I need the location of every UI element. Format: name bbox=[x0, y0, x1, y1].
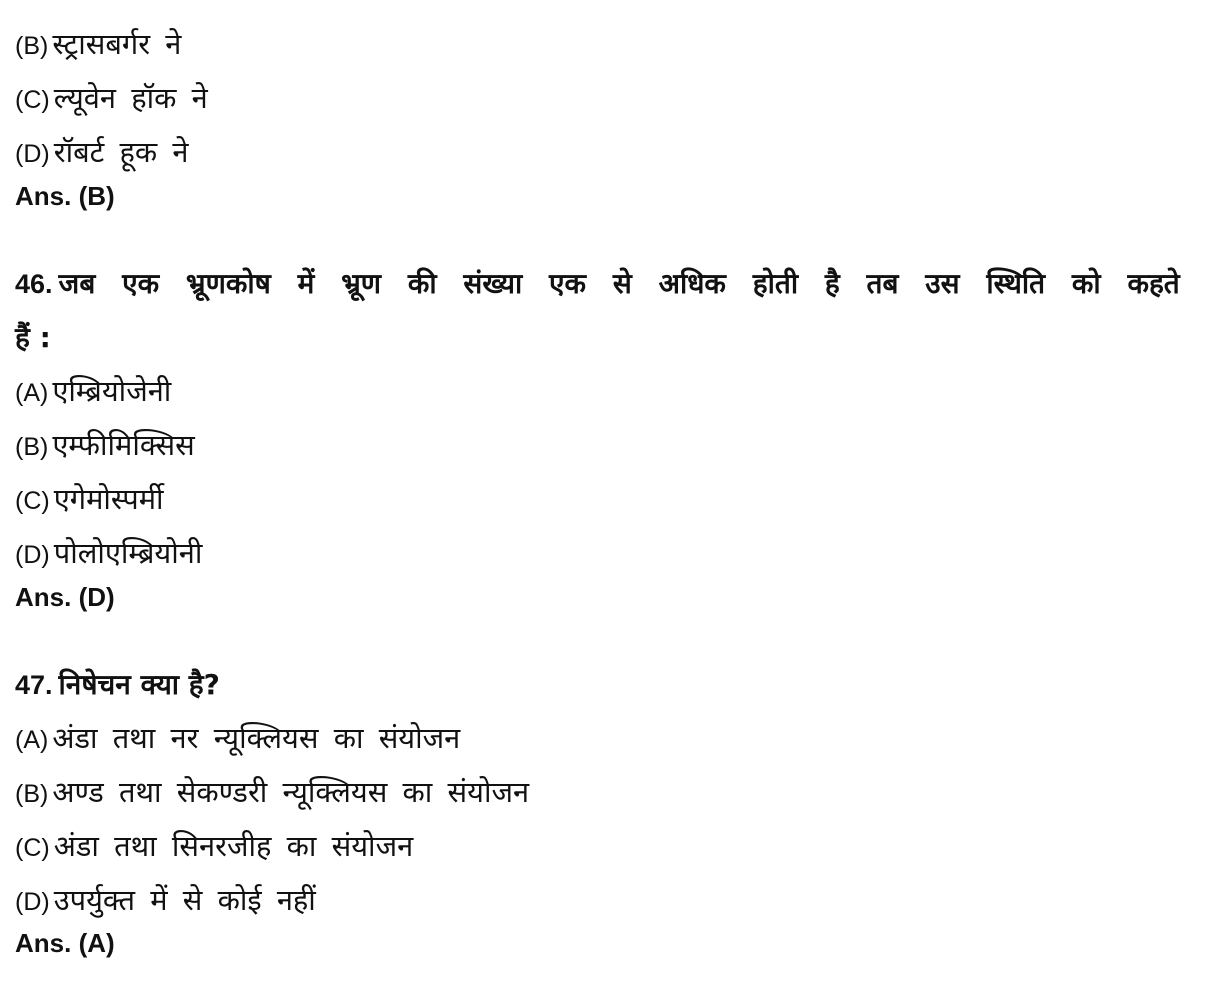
q46-word: एक bbox=[549, 267, 587, 300]
q46-word: को bbox=[1071, 267, 1101, 300]
option-text: एम्ब्रियोजेनी bbox=[52, 374, 172, 408]
q46-word: अधिक bbox=[658, 267, 726, 300]
q47-option-c bbox=[15, 826, 413, 868]
q47-answer: Ans. (A) bbox=[15, 928, 115, 958]
q46-heading-line2: हैं : bbox=[15, 321, 51, 354]
option-label: (A) bbox=[15, 379, 49, 407]
q46-word: भ्रूण bbox=[341, 267, 382, 300]
q46-option-a bbox=[15, 371, 171, 413]
option-text: ल्यूवेन हॉक ने bbox=[53, 81, 208, 115]
question-text: निषेचन क्या है? bbox=[58, 668, 220, 701]
q46-heading-line1 bbox=[15, 264, 1180, 304]
option-text: अंडा तथा नर न्यूक्लियस का संयोजन bbox=[52, 721, 461, 755]
q46-word: एक bbox=[122, 267, 160, 300]
question-number: 47. bbox=[15, 670, 53, 700]
q46-word: उस bbox=[925, 267, 960, 300]
option-text: एम्फीमिक्सिस bbox=[52, 428, 195, 462]
option-label: (D) bbox=[15, 541, 50, 569]
option-label: (B) bbox=[15, 433, 49, 461]
q47-heading bbox=[15, 665, 220, 705]
q46-word: कहते bbox=[1127, 267, 1180, 300]
q46-word: से bbox=[612, 267, 632, 300]
q46-word: स्थिति bbox=[986, 267, 1046, 300]
q46-word: में bbox=[297, 267, 315, 300]
option-label: (D) bbox=[15, 140, 50, 168]
option-label: (D) bbox=[15, 888, 50, 916]
option-text: रॉबर्ट हूक ने bbox=[53, 135, 189, 169]
option-label: (B) bbox=[15, 780, 49, 808]
prev-option-d bbox=[15, 132, 188, 174]
option-label: (B) bbox=[15, 32, 49, 60]
q46-word: जब bbox=[58, 267, 96, 300]
q46-word: है bbox=[824, 267, 840, 300]
q46-option-d bbox=[15, 533, 202, 575]
option-text: उपर्युक्त में से कोई नहीं bbox=[53, 883, 316, 917]
option-label: (C) bbox=[15, 86, 50, 114]
q46-word: भ्रूणकोष bbox=[185, 267, 271, 300]
q46-word: होती bbox=[752, 267, 799, 300]
q47-option-d bbox=[15, 880, 316, 922]
option-label: (A) bbox=[15, 726, 49, 754]
prev-answer: Ans. (B) bbox=[15, 181, 115, 211]
option-label: (C) bbox=[15, 834, 50, 862]
option-text: अंडा तथा सिनरजीह का संयोजन bbox=[53, 829, 414, 863]
q46-option-b bbox=[15, 425, 195, 467]
q46-answer: Ans. (D) bbox=[15, 582, 115, 612]
prev-option-c bbox=[15, 78, 208, 120]
option-text: एगेमोस्पर्मी bbox=[53, 482, 164, 516]
q47-option-b bbox=[15, 772, 529, 814]
option-text: अण्ड तथा सेकण्डरी न्यूक्लियस का संयोजन bbox=[52, 775, 530, 809]
option-text: पोलोएम्ब्रियोनी bbox=[53, 536, 203, 570]
option-label: (C) bbox=[15, 487, 50, 515]
q46-word: संख्या bbox=[463, 267, 523, 300]
q47-option-a bbox=[15, 718, 460, 760]
option-text: स्ट्रासबर्गर ने bbox=[52, 27, 182, 61]
q46-option-c bbox=[15, 479, 164, 521]
q46-word: तब bbox=[866, 267, 899, 300]
question-number: 46. bbox=[15, 269, 53, 299]
q46-word: की bbox=[407, 267, 437, 300]
prev-option-b bbox=[15, 24, 181, 66]
